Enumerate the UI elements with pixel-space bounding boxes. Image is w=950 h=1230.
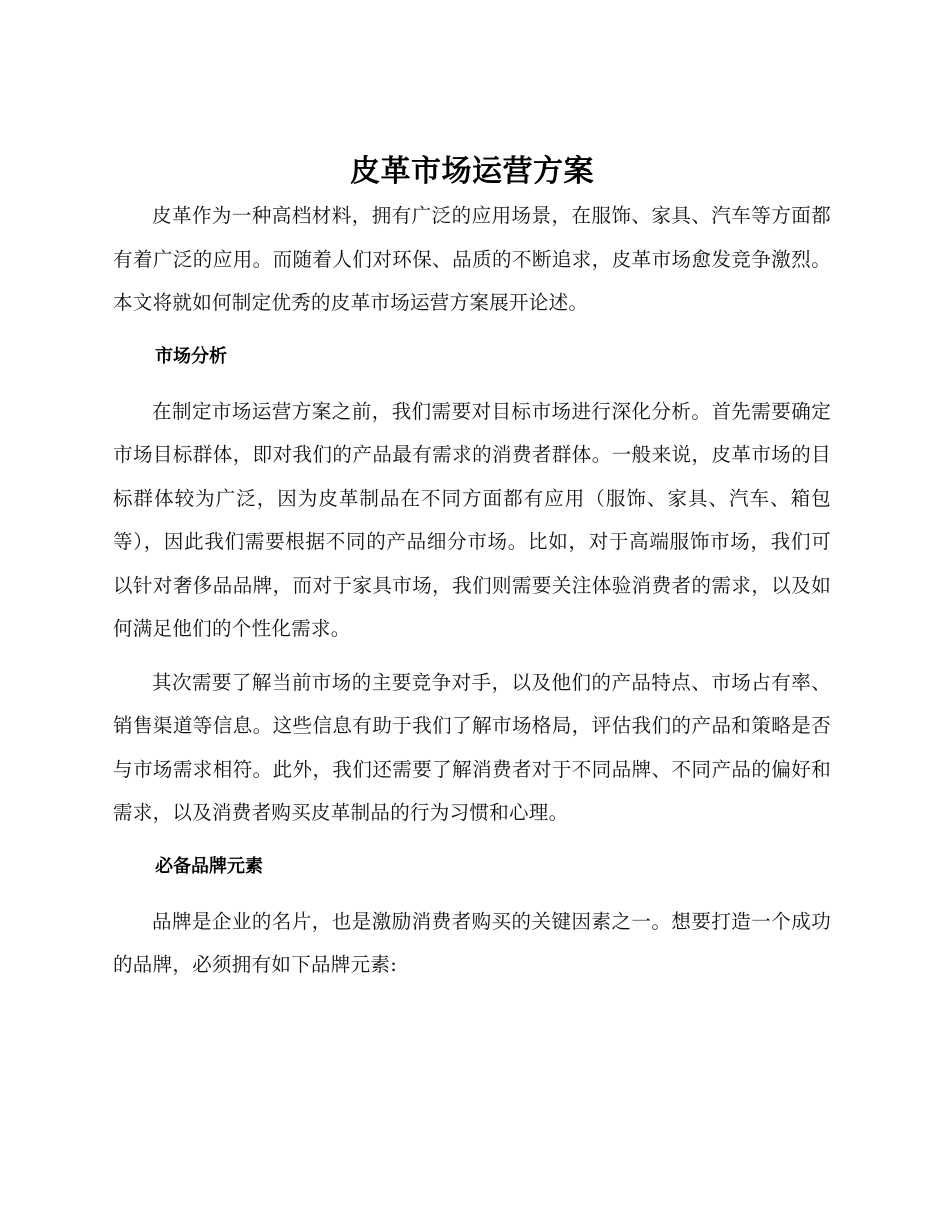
market-analysis-paragraph-1: 在制定市场运营方案之前，我们需要对目标市场进行深化分析。首先需要确定市场目标群体，即对我们的产品最有需求的消费者群体。一般来说，皮革市场的目标群体较为广泛，因为皮革制品在不同方面都有应用（服饰、家具、汽车、箱包等），因此我们需要根据不同的产品细分市场。比如，对于高端服饰市场，我们可以针对奢侈品品牌，而对于家具市场，我们则需要关注体验消费者的需求，以及如何满足他们的个性化需求。 [113, 399, 831, 640]
document-title: 皮革市场运营方案 [350, 154, 594, 189]
section-heading-market-analysis: 市场分析 [155, 345, 227, 367]
market-analysis-paragraph-2: 其次需要了解当前市场的主要竞争对手，以及他们的产品特点、市场占有率、销售渠道等信息。这些信息有助于我们了解市场格局，评估我们的产品和策略是否与市场需求相符。此外，我们还需要了解消费者对于不同品牌、不同产品的偏好和需求，以及消费者购买皮革制品的行为习惯和心理。 [113, 670, 831, 824]
section-heading-brand-elements: 必备品牌元素 [155, 855, 263, 877]
brand-elements-paragraph-1: 品牌是企业的名片，也是激励消费者购买的关键因素之一。想要打造一个成功的品牌，必须拥有如下品牌元素: [113, 909, 831, 976]
intro-paragraph: 皮革作为一种高档材料，拥有广泛的应用场景，在服饰、家具、汽车等方面都有着广泛的应用。而随着人们对环保、品质的不断追求，皮革市场愈发竞争激烈。本文将就如何制定优秀的皮革市场运营方案展开论述。 [113, 204, 831, 314]
document-page [113, 150, 831, 987]
